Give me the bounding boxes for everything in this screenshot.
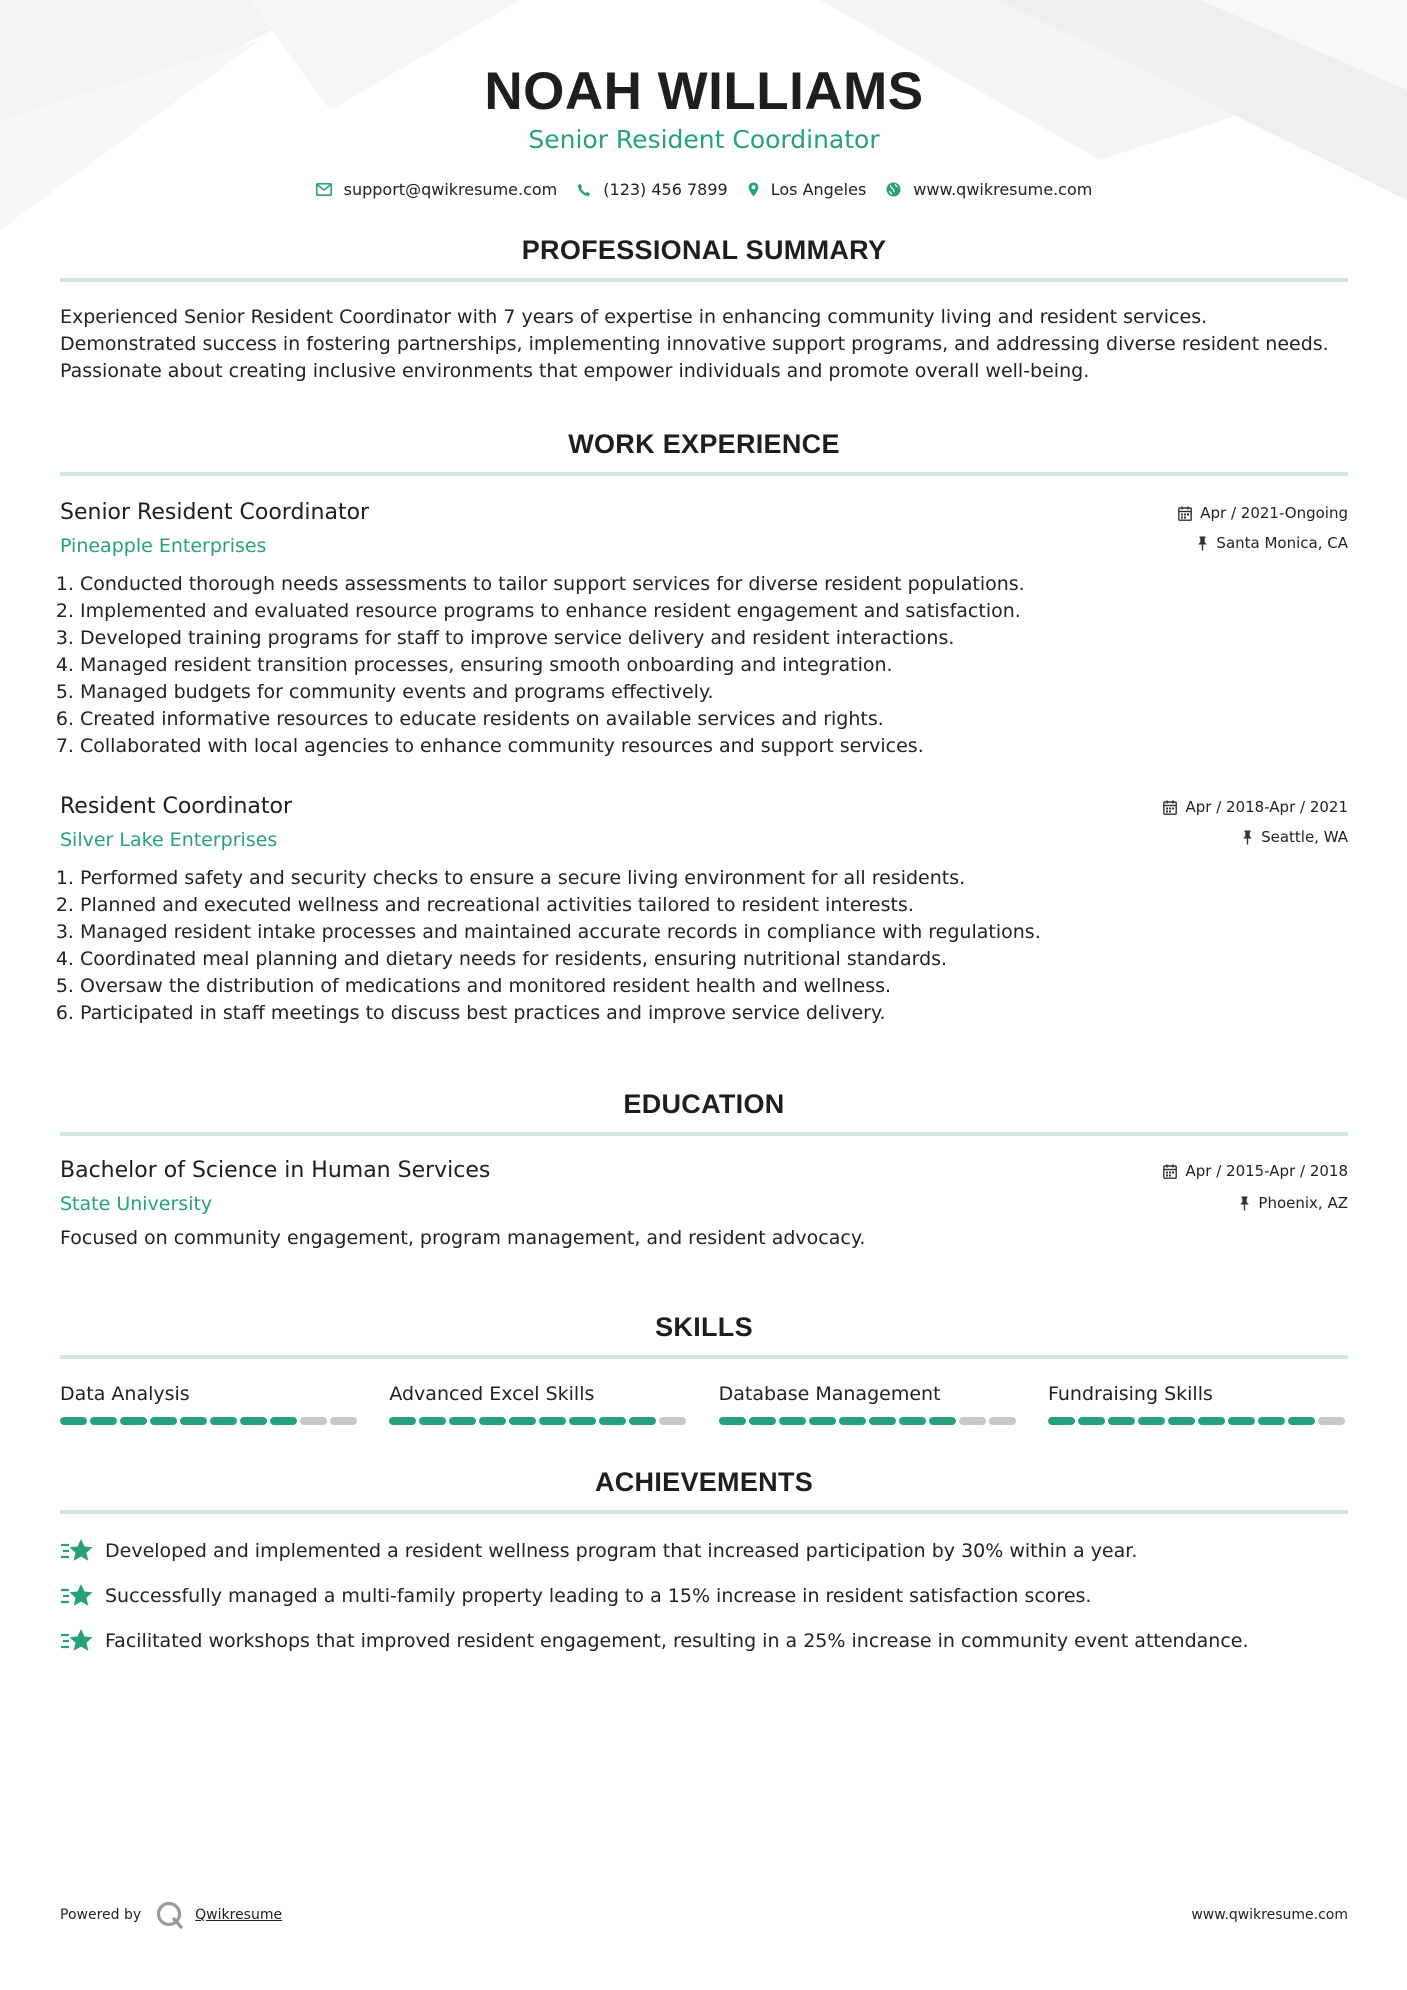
powered-by-label: Powered by [60, 1907, 142, 1923]
skill-level-dot [839, 1417, 866, 1425]
job-bullets [60, 571, 1348, 760]
job-bullet: 6. Participated in staff meetings to discuss best practices and improve service delivery. [80, 1000, 1348, 1027]
achievement-item [60, 1618, 1348, 1663]
qwikresume-logo-icon [155, 1900, 185, 1930]
achievement-item [60, 1573, 1348, 1618]
job-bullet: 1. Conducted thorough needs assessments to tailor support services for diverse resident populations. [80, 571, 1348, 598]
calendar-icon [1163, 1164, 1177, 1179]
job-bullets [60, 865, 1348, 1027]
skill-level-dot [1108, 1417, 1135, 1425]
job-title: Resident Coordinator [60, 794, 293, 819]
job-dates-text: Apr / 2018-Apr / 2021 [1185, 798, 1348, 816]
skill-level-dot [479, 1417, 506, 1425]
education-location [1163, 1194, 1348, 1212]
skill-level-dot [989, 1417, 1016, 1425]
summary-divider [60, 278, 1348, 282]
skill-level-dot [1288, 1417, 1315, 1425]
job-bullet: 5. Managed budgets for community events and programs effectively. [80, 679, 1348, 706]
job-location [1163, 828, 1348, 846]
skill-level-dot [929, 1417, 956, 1425]
education-section [60, 1089, 1348, 1252]
skill-level-dot [120, 1417, 147, 1425]
candidate-title: Senior Resident Coordinator [528, 125, 880, 154]
skill-level-dot [1048, 1417, 1075, 1425]
skill-level-dot [1318, 1417, 1345, 1425]
education-dates [1163, 1162, 1348, 1180]
pushpin-icon [1239, 1196, 1250, 1211]
job-bullet: 3. Developed training programs for staff to improve service delivery and resident interactions. [80, 625, 1348, 652]
skill-level-dot [899, 1417, 926, 1425]
education-heading: EDUCATION [623, 1089, 785, 1119]
contact-website[interactable] [886, 180, 1092, 199]
education-dates-text: Apr / 2015-Apr / 2018 [1185, 1162, 1348, 1180]
skill-level-dot [749, 1417, 776, 1425]
candidate-name: NOAH WILLIAMS [484, 62, 924, 121]
contact-bar [60, 180, 1348, 199]
skill-level-dot [1198, 1417, 1225, 1425]
skill-level-dot [180, 1417, 207, 1425]
skill-level-dot [210, 1417, 237, 1425]
job-location-text: Santa Monica, CA [1216, 534, 1348, 552]
skill-name: Fundraising Skills [1047, 1383, 1213, 1405]
job-bullet: 2. Planned and executed wellness and recreational activities tailored to resident interests. [80, 892, 1348, 919]
skill-name: Data Analysis [60, 1383, 190, 1405]
skill-level-dot [90, 1417, 117, 1425]
skill-level-dot [569, 1417, 596, 1425]
skill-level-dot [1078, 1417, 1105, 1425]
job-title: Senior Resident Coordinator [60, 500, 370, 525]
achievement-text: Developed and implemented a resident wellness program that increased participation by 30% within a year. [105, 1539, 1138, 1562]
skill-level-dot [659, 1417, 686, 1425]
job-dates [1163, 798, 1348, 816]
job-bullet: 4. Coordinated meal planning and dietary needs for residents, ensuring nutritional standards. [80, 946, 1348, 973]
contact-phone-text: (123) 456 7899 [603, 180, 728, 199]
skill-level-dot [389, 1417, 416, 1425]
skill-level-dot [809, 1417, 836, 1425]
job-bullet: 3. Managed resident intake processes and maintained accurate records in compliance with regulations. [80, 919, 1348, 946]
skill-level-dot [1258, 1417, 1285, 1425]
skill-level-dot [449, 1417, 476, 1425]
achievement-text: Successfully managed a multi-family property leading to a 15% increase in resident satisfaction scores. [105, 1584, 1092, 1607]
skill-level-dot [419, 1417, 446, 1425]
job-dates-text: Apr / 2021-Ongoing [1200, 504, 1348, 522]
summary-text: Experienced Senior Resident Coordinator with 7 years of expertise in enhancing community living and resident services. Demonstrated success in fostering partnerships, implementing innovative support programs, and addressing diverse resident needs. Passionate about creating inclusive environments that empower individuals and promote overall well-being. [60, 306, 1329, 382]
skill-level-dot [270, 1417, 297, 1425]
skills-section [60, 1312, 1348, 1425]
skill-item [60, 1383, 360, 1425]
skill-level-dot [509, 1417, 536, 1425]
skill-level-dot [719, 1417, 746, 1425]
job-bullet: 4. Managed resident transition processes, ensuring smooth onboarding and integration. [80, 652, 1348, 679]
job-entry [60, 794, 1348, 1027]
resume-page [60, 0, 1348, 1663]
job-bullet: 5. Oversaw the distribution of medications and monitored resident health and wellness. [80, 973, 1348, 1000]
achievement-item [60, 1528, 1348, 1573]
skill-level-dot [240, 1417, 267, 1425]
skill-level-dot [959, 1417, 986, 1425]
job-location-text: Seattle, WA [1261, 828, 1348, 846]
contact-location-text: Los Angeles [770, 180, 867, 199]
globe-icon [886, 182, 901, 197]
footer-website[interactable]: www.qwikresume.com [1191, 1907, 1348, 1923]
skill-level-bar [60, 1417, 360, 1425]
pushpin-icon [1197, 536, 1208, 551]
skills-list [60, 1383, 1348, 1425]
calendar-icon [1178, 506, 1192, 521]
qwikresume-link[interactable]: Qwikresume [195, 1907, 283, 1923]
skill-level-dot [1138, 1417, 1165, 1425]
skill-level-dot [330, 1417, 357, 1425]
job-dates [1178, 504, 1348, 522]
skill-level-bar [389, 1417, 689, 1425]
education-divider [60, 1132, 1348, 1136]
skill-name: Advanced Excel Skills [389, 1383, 595, 1405]
job-company: Silver Lake Enterprises [60, 829, 278, 851]
skill-level-bar [719, 1417, 1019, 1425]
summary-heading: PROFESSIONAL SUMMARY [521, 235, 887, 265]
education-degree: Bachelor of Science in Human Services [60, 1158, 491, 1183]
achievements-heading: ACHIEVEMENTS [594, 1467, 814, 1497]
phone-icon [577, 183, 591, 197]
experience-divider [60, 472, 1348, 476]
summary-section [60, 235, 1348, 385]
skill-item [719, 1383, 1019, 1425]
map-pin-icon [748, 182, 759, 197]
skills-divider [60, 1355, 1348, 1359]
skill-level-dot [1168, 1417, 1195, 1425]
envelope-icon [316, 183, 332, 196]
job-bullet: 2. Implemented and evaluated resource programs to enhance resident engagement and satisfaction. [80, 598, 1348, 625]
contact-email-text: support@qwikresume.com [343, 180, 558, 199]
job-bullet: 6. Created informative resources to educate residents on available services and rights. [80, 706, 1348, 733]
pushpin-icon [1242, 830, 1253, 845]
contact-phone[interactable] [577, 180, 727, 199]
skill-level-dot [1228, 1417, 1255, 1425]
skill-level-dot [150, 1417, 177, 1425]
star-icon [60, 1537, 93, 1565]
star-icon [60, 1582, 93, 1610]
skill-level-bar [1048, 1417, 1348, 1425]
star-icon [60, 1627, 93, 1655]
skill-level-dot [539, 1417, 566, 1425]
skill-level-dot [60, 1417, 87, 1425]
skill-name: Database Management [718, 1383, 941, 1405]
footer [60, 1900, 1348, 1930]
skill-item [1048, 1383, 1348, 1425]
achievement-text: Facilitated workshops that improved resident engagement, resulting in a 25% increase in community event attendance. [105, 1629, 1249, 1652]
contact-email[interactable] [316, 180, 558, 199]
skill-level-dot [869, 1417, 896, 1425]
skills-heading: SKILLS [655, 1312, 753, 1342]
job-bullet: 1. Performed safety and security checks to ensure a secure living environment for all residents. [80, 865, 1348, 892]
job-location [1178, 534, 1348, 552]
achievements-divider [60, 1510, 1348, 1514]
skill-level-dot [629, 1417, 656, 1425]
skill-item [389, 1383, 689, 1425]
contact-location [748, 180, 867, 199]
job-bullet: 7. Collaborated with local agencies to enhance community resources and support services. [80, 733, 1348, 760]
achievements-section [60, 1467, 1348, 1663]
education-location-text: Phoenix, AZ [1258, 1194, 1348, 1212]
resume-header [60, 0, 1348, 199]
experience-section [60, 429, 1348, 1027]
skill-level-dot [300, 1417, 327, 1425]
education-school: State University [60, 1193, 213, 1215]
experience-heading: WORK EXPERIENCE [568, 429, 840, 459]
skill-level-dot [599, 1417, 626, 1425]
education-description: Focused on community engagement, program management, and resident advocacy. [60, 1227, 866, 1249]
calendar-icon [1163, 800, 1177, 815]
job-entry [60, 500, 1348, 760]
skill-level-dot [779, 1417, 806, 1425]
job-company: Pineapple Enterprises [60, 535, 267, 557]
contact-website-text: www.qwikresume.com [913, 180, 1093, 199]
